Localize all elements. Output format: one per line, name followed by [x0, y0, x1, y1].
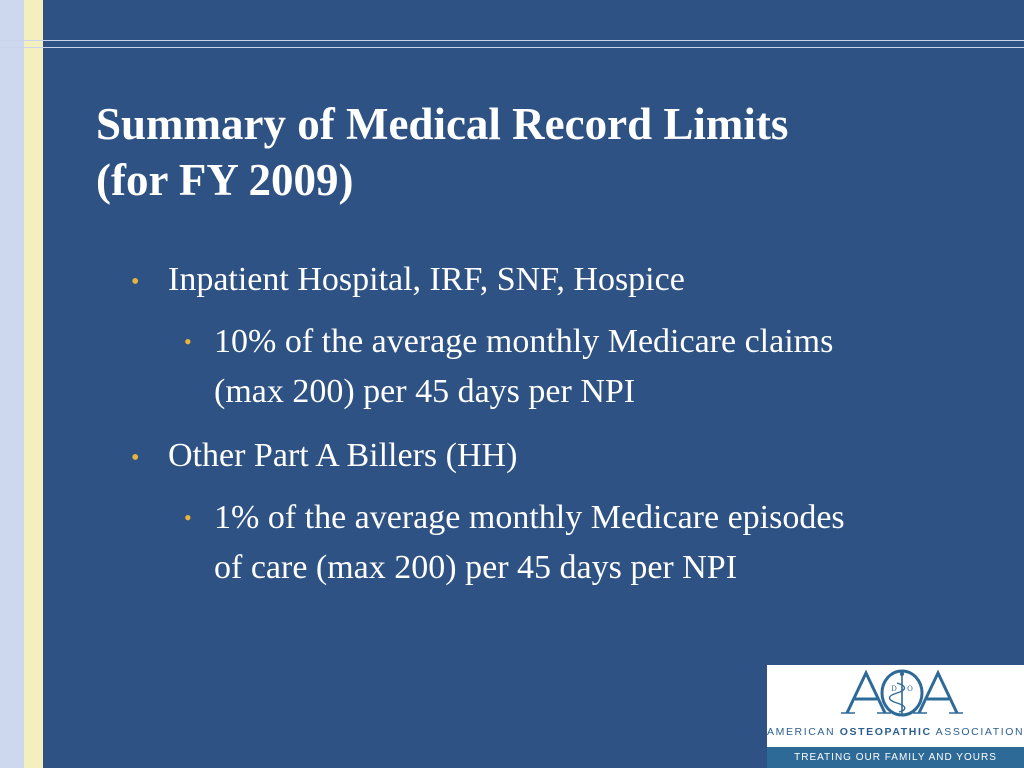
sub-bullet-item-2-line-2: of care (max 200) per 45 days per NPI: [214, 549, 738, 586]
association-name-bold: OSTEOPATHIC: [839, 726, 932, 738]
emblem-letter-d: D: [891, 685, 897, 693]
aoa-emblem-icon: [767, 665, 1024, 725]
slide-title-line-2: (for FY 2009): [96, 155, 354, 205]
header-rule-top: [0, 40, 1024, 41]
sub-bullet-item-1-line-1: 10% of the average monthly Medicare claims: [214, 323, 834, 360]
bullet-item-2: Other Part A Billers (HH): [168, 437, 518, 474]
association-name-prefix: AMERICAN: [767, 726, 836, 738]
left-stripe-yellow: [24, 0, 43, 768]
sub-bullet-item-1-line-2: (max 200) per 45 days per NPI: [214, 373, 636, 410]
bullet-dot: •: [131, 269, 140, 295]
association-name: [767, 722, 1024, 742]
sub-bullet-item-2-line-1: 1% of the average monthly Medicare episodes: [214, 499, 845, 536]
association-tagline: TREATING OUR FAMILY AND YOURS: [767, 747, 1024, 768]
left-stripe-light: [0, 0, 24, 768]
sub-bullet-dot: •: [184, 329, 192, 354]
bullet-item-1: Inpatient Hospital, IRF, SNF, Hospice: [168, 261, 685, 298]
sub-bullet-dot: •: [184, 505, 192, 530]
header-rule-bottom: [0, 47, 1024, 48]
association-name-suffix: ASSOCIATION: [935, 726, 1024, 738]
slide-title: [96, 96, 976, 208]
slide-title-line-1: Summary of Medical Record Limits: [96, 99, 789, 149]
aoa-logo: [767, 665, 1024, 768]
emblem-letter-o: O: [907, 685, 913, 693]
bullet-dot: •: [131, 445, 140, 471]
